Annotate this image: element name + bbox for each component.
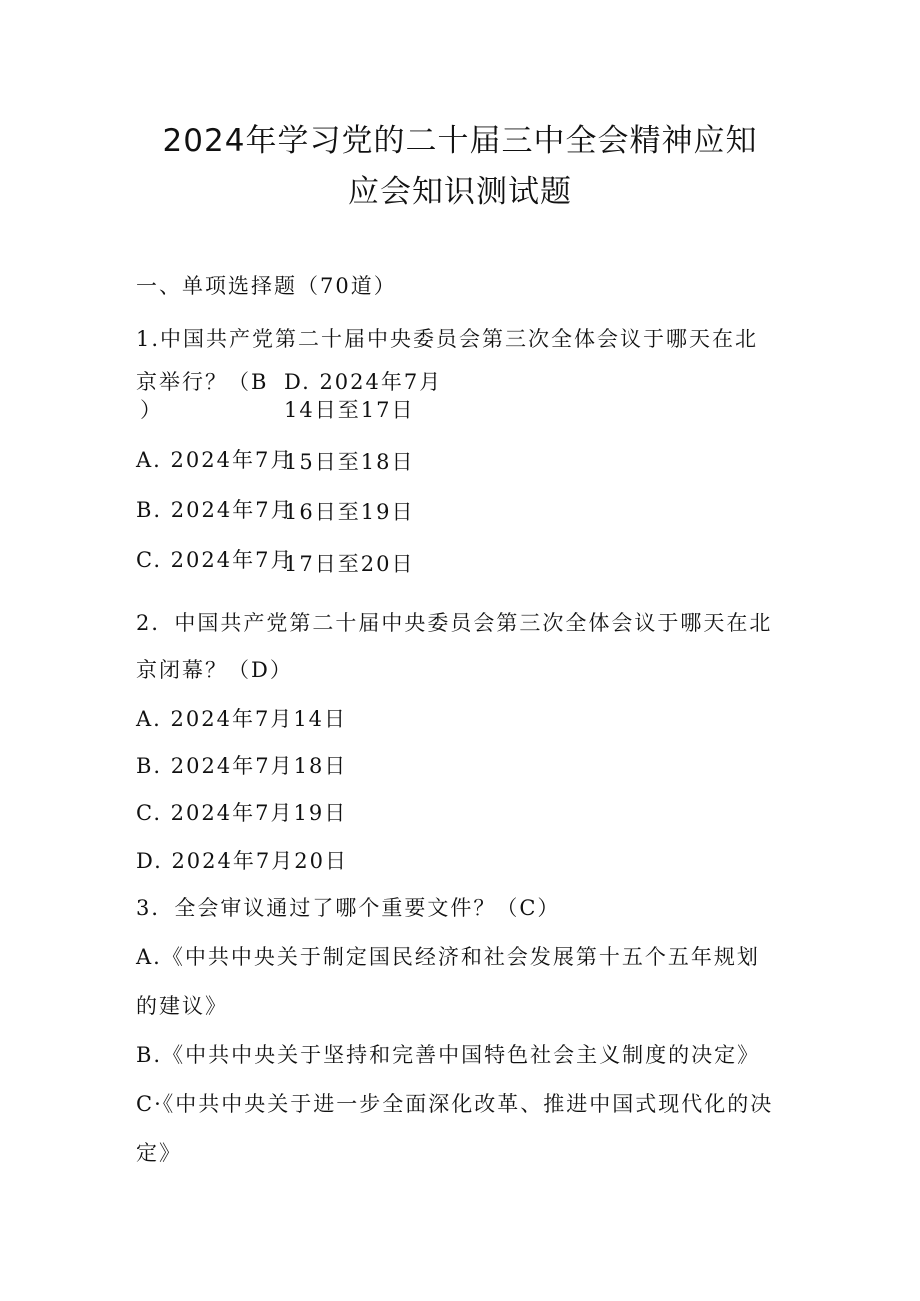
- q1-option-d-line-2: 14日至17日: [284, 398, 415, 422]
- q1-option-c-right: 17日至20日: [284, 552, 415, 576]
- q2-stem-line-1: 2．中国共产党第二十届中央委员会第三次全体会议于哪天在北: [136, 611, 773, 635]
- q1-stem-line-1: 1.中国共产党第二十届中央委员会第三次全体会议于哪天在北: [136, 327, 759, 351]
- q3-option-c-line-1: C·《中共中央关于进一步全面深化改革、推进中国式现代化的决: [136, 1092, 774, 1116]
- q2-option-c: C. 2024年7月19日: [136, 801, 348, 825]
- q2-option-d: D. 2024年7月20日: [136, 849, 348, 873]
- q1-option-b-right: 16日至19日: [284, 500, 415, 524]
- q1-option-a-right: 15日至18日: [284, 450, 415, 474]
- q2-option-b: B. 2024年7月18日: [136, 754, 348, 778]
- q3-option-a-line-2: 的建议》: [136, 994, 228, 1018]
- q1-option-b-left: B. 2024年7月: [136, 498, 294, 522]
- q1-stem-line-3: ）: [140, 398, 163, 422]
- document-title-line-2: 应会知识测试题: [348, 174, 572, 210]
- q3-stem: 3．全会审议通过了哪个重要文件？（C）: [136, 896, 561, 920]
- q2-stem-line-2: 京闭幕？（D）: [136, 658, 293, 682]
- q1-stem-line-2: 京举行？（B: [136, 370, 269, 394]
- q3-option-a-line-1: A.《中共中央关于制定国民经济和社会发展第十五个五年规划: [136, 945, 760, 969]
- document-title-line-1: 2024年学习党的二十届三中全会精神应知: [162, 123, 758, 159]
- q1-option-a-left: A. 2024年7月: [136, 448, 294, 472]
- q1-option-c-left: C. 2024年7月: [136, 548, 294, 572]
- q2-option-a: A. 2024年7月14日: [136, 707, 348, 731]
- q3-option-b: B.《中共中央关于坚持和完善中国特色社会主义制度的决定》: [136, 1043, 761, 1067]
- q1-option-d-line-1: D. 2024年7月: [284, 370, 443, 394]
- section-heading: 一、单项选择题（70道）: [136, 274, 397, 298]
- q3-option-c-line-2: 定》: [136, 1141, 182, 1165]
